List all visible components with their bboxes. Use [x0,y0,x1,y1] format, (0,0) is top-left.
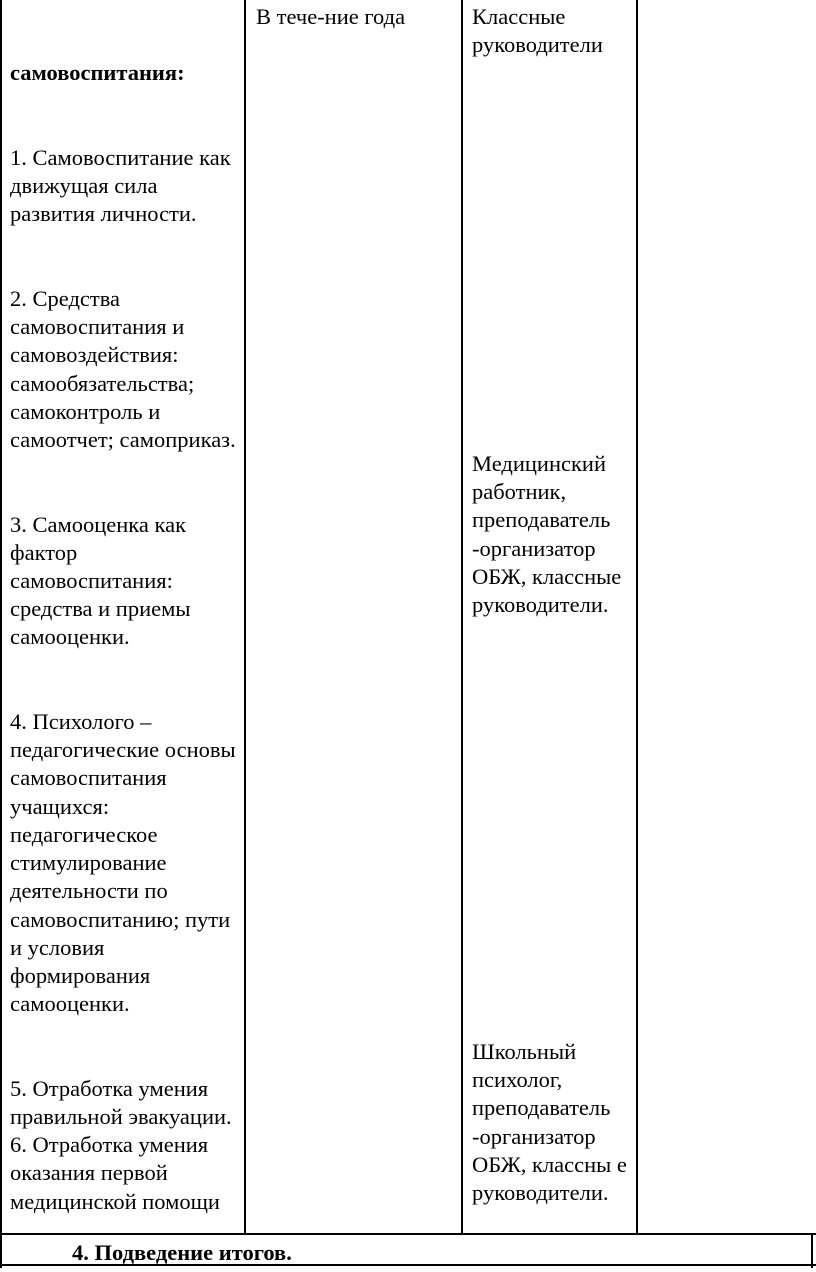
responsible-block-3: Школьный психолог, преподаватель -организатор ОБЖ, классны е руководители. [472,1039,627,1206]
topic-item-2: 2. Средства самовоспитания и самовоздействия: самообязательства; самоконтроль и самоотчет; самоприказ. [10,286,236,453]
responsible-block-2: Медицинский работник, преподаватель -организатор ОБЖ, классные руководители. [472,451,622,618]
topic-cell [10,3,242,1272]
table-divider-col2 [461,0,463,1234]
topic-item-1: 1. Самовоспитание как движущая сила развития личности. [10,145,237,227]
table-divider-col3 [636,0,638,1234]
table-border-left [0,0,2,1268]
time-cell: В тече-ние года [256,4,406,29]
topic-item-4: 4. Психолого – педагогические основы самовоспитания учащихся: педагогическое стимулирование деятельности по самовоспитанию; пути и условия формирования самооценки. [10,709,242,1017]
footer-row-title: 4. Подведение итогов. [72,1240,292,1265]
table-footer-right-border [811,1234,813,1268]
responsible-block-1: Классные руководители [472,4,603,58]
topic-item-3: 3. Самооценка как фактор самовоспитания: средства и приемы самооценки. [10,511,197,650]
table-divider-col1 [244,0,246,1234]
topic-heading: самовоспитания: [10,60,185,86]
topic-item-5: 5. Отработка умения правильной эвакуации. 6. Отработка умения оказания первой медицинской помощи [10,1075,243,1214]
